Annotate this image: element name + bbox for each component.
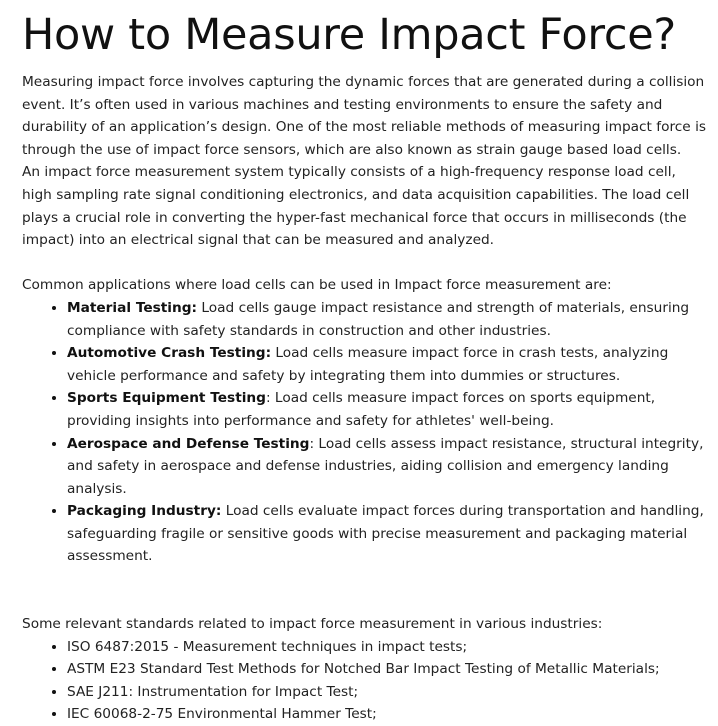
list-item: • IEC 60068-2-75 Environmental Hammer Test; (67, 703, 708, 726)
list-item (67, 387, 708, 432)
spacer (22, 568, 708, 613)
list-item (67, 500, 708, 568)
spacer (22, 252, 708, 275)
application-text: Load cells gauge impact resistance and strength of materials, ensuring compliance with safety standards in construction and other industries. (67, 299, 690, 339)
page-title: How to Measure Impact Force? (22, 10, 676, 60)
intro-paragraph: Measuring impact force involves capturing the dynamic forces that are generated during a collision event. It’s often used in various machines and testing environments to ensure the safety and durability of an application’s design. One of the most reliable methods of measuring impact force is through the use of impact force sensors, which are also known as strain gauge based load cells. (22, 74, 707, 158)
list-item: • ISO 6487:2015 - Measurement techniques in impact tests; (67, 636, 708, 659)
application-text: : Load cells assess impact resistance, structural integrity, and safety in aerospace and defense industries, aiding collision and emergency landing analysis. (67, 435, 704, 497)
application-term: Material Testing: (67, 299, 198, 316)
list-item: • ASTM E23 Standard Test Methods for Notched Bar Impact Testing of Metallic Materials; (67, 658, 708, 681)
application-term: Packaging Industry: (67, 503, 222, 520)
list-item (67, 433, 708, 501)
application-term: Sports Equipment Testing (67, 390, 266, 407)
list-item (67, 342, 708, 387)
applications-list (22, 297, 708, 568)
application-text: Load cells evaluate impact forces during transportation and handling, safeguarding fragile or sensitive goods with precise measurement and packaging material assessment. (67, 503, 704, 565)
standards-intro: Some relevant standards related to impact force measurement in various industries: (22, 616, 603, 633)
intro-section (22, 71, 708, 252)
standards-list (22, 636, 708, 726)
intro-paragraph: An impact force measurement system typically consists of a high-frequency response load cell, high sampling rate signal conditioning electronics, and data acquisition capabilities. The load cell plays a crucial role in converting the hyper-fast mechanical force that occurs in milliseconds (the impact) into an electrical signal that can be measured and analyzed. (22, 164, 690, 249)
applications-intro: Common applications where load cells can be used in Impact force measurement are: (22, 277, 612, 294)
application-text: : Load cells measure impact forces on sports equipment, providing insights into performance and safety for athletes' well-being. (67, 390, 656, 429)
application-term: Aerospace and Defense Testing (67, 435, 310, 452)
application-text: Load cells measure impact force in crash tests, analyzing vehicle performance and safety by integrating them into dummies or structures. (67, 345, 669, 384)
application-term: Automotive Crash Testing: (67, 345, 272, 362)
list-item: • SAE J211: Instrumentation for Impact Test; (67, 681, 708, 704)
list-item (67, 297, 708, 342)
